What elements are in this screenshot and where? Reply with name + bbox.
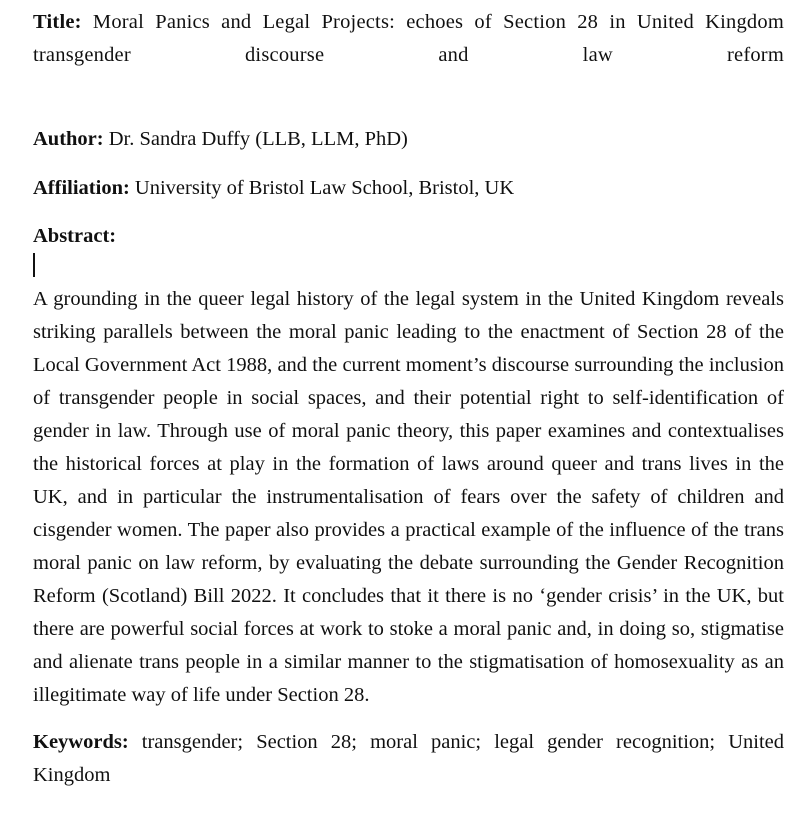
title-block xyxy=(33,6,784,105)
spacer-after-author xyxy=(33,156,784,172)
author-value: Dr. Sandra Duffy (LLB, LLM, PhD) xyxy=(108,128,408,150)
affiliation-block xyxy=(33,172,784,205)
abstract-caret-line[interactable] xyxy=(33,252,784,283)
text-cursor-caret xyxy=(33,253,35,277)
spacer-after-affiliation xyxy=(33,205,784,221)
title-spacing xyxy=(82,11,93,33)
author-block xyxy=(33,123,784,156)
author-label: Author: xyxy=(33,128,104,150)
keywords-block xyxy=(33,726,784,825)
keywords-label: Keywords: xyxy=(33,731,129,753)
keywords-value: transgender; Section 28; moral panic; legal gender recognition; United Kingdom xyxy=(33,731,785,786)
title-value: Moral Panics and Legal Projects: echoes of Section 28 in United Kingdom transgender discourse and law reform xyxy=(33,11,784,66)
keywords-spacing xyxy=(129,731,142,753)
affiliation-value: University of Bristol Law School, Bristol, UK xyxy=(134,177,515,199)
title-label: Title: xyxy=(33,11,82,33)
abstract-heading: Abstract: xyxy=(33,225,117,247)
affiliation-label: Affiliation: xyxy=(33,177,130,199)
spacer-after-title xyxy=(33,107,784,123)
abstract-paragraph: A grounding in the queer legal history of the legal system in the United Kingdom reveals striking parallels between the moral panic leading to the enactment of Section 28 of the Local Government Act 1988, and the current moment’s discourse surrounding the inclusion of transgender people in social spaces, and their potential right to self-identification of gender in law. Through use of moral panic theory, this paper examines and contextualises the historical forces at play in the formation of laws around queer and trans lives in the UK, and in particular the instrumentalisation of fears over the safety of children and cisgender women. The paper also provides a practical example of the influence of the trans moral panic on law reform, by evaluating the debate surrounding the Gender Recognition Reform (Scotland) Bill 2022. It concludes that it there is no ‘gender crisis’ in the UK, but there are powerful social forces at work to stoke a moral panic and, in doing so, stigmatise and alienate trans people in a similar manner to the stigmatisation of homosexuality as an illegitimate way of life under Section 28. xyxy=(33,288,784,706)
spacer-after-abstract xyxy=(33,712,784,726)
